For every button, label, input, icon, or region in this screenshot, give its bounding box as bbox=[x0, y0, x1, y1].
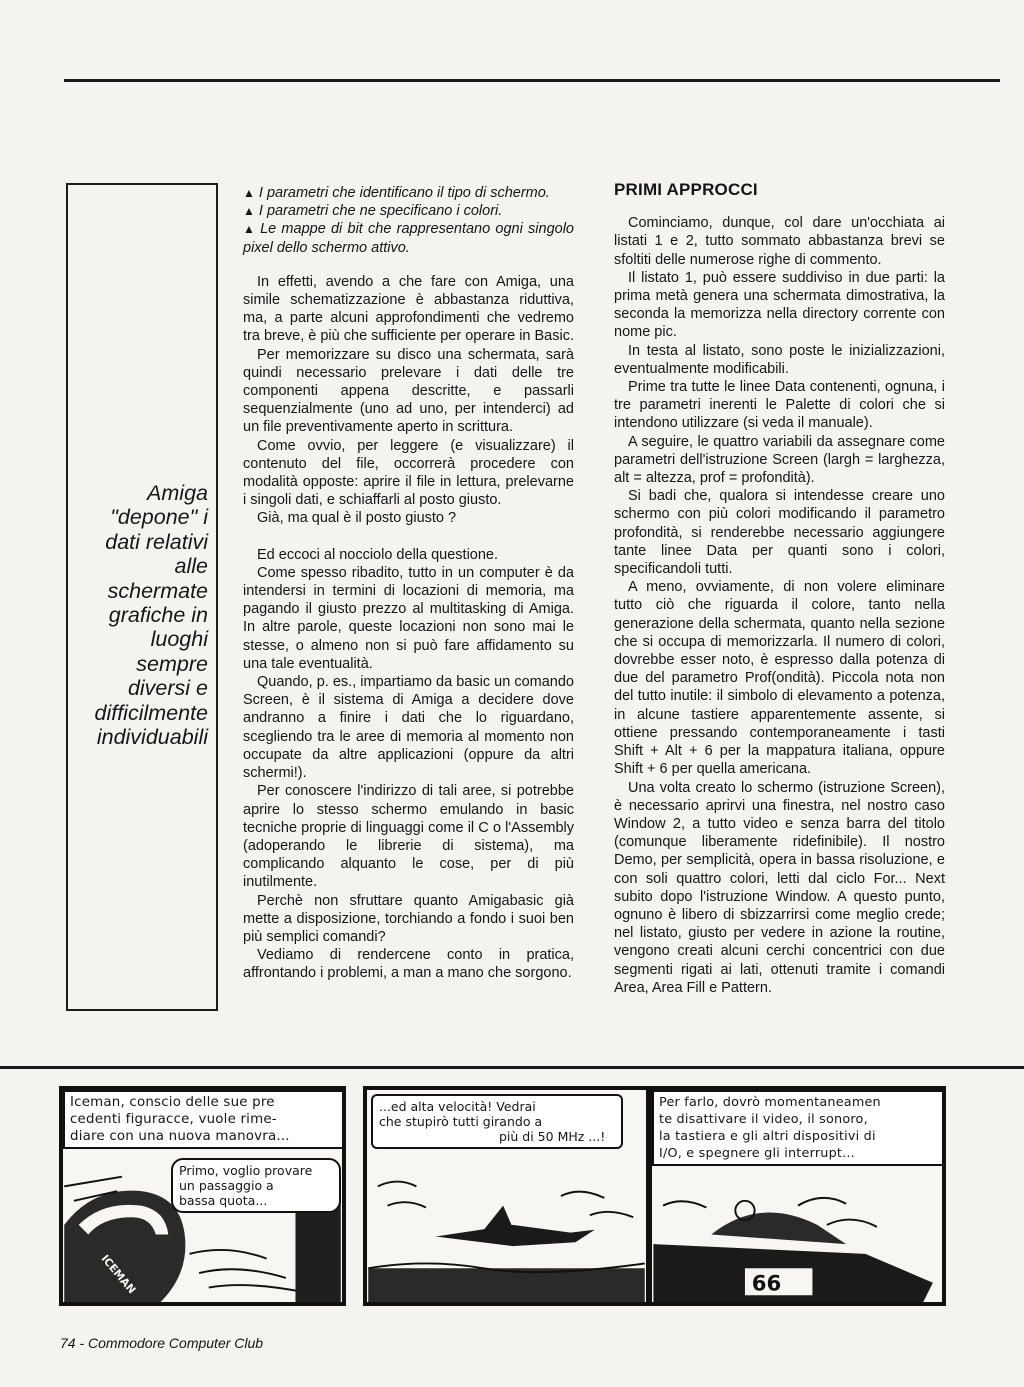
pullquote-line: diversi e bbox=[127, 676, 208, 701]
comic-caption bbox=[63, 1090, 346, 1149]
speech-balloon bbox=[171, 1158, 341, 1213]
body-paragraph: In effetti, avendo a che fare con Amiga, una simile schematizzazione è abbastanza riduttiva, ma, a parte alcuni approfondimenti che vedremo tra breve, è più che sufficiente per operare in Basic. bbox=[243, 273, 575, 345]
caption-line: te disattivare il video, il sonoro, bbox=[659, 1112, 868, 1127]
caption-line: cedenti figuracce, vuole rime- bbox=[70, 1112, 277, 1127]
helmet-label: ICEMAN bbox=[98, 1252, 138, 1297]
comic-panel-2 bbox=[363, 1086, 650, 1306]
pullquote-line: luoghi bbox=[150, 627, 208, 652]
comic-divider bbox=[0, 1066, 1024, 1069]
comic-panel-1 bbox=[59, 1086, 346, 1306]
pullquote-line: difficilmente bbox=[94, 700, 208, 725]
body-paragraph: Una volta creato lo schermo (istruzione Screen), è necessario aprirvi una finestra, nel nostro caso Window 2, a tutto video e senza barra del titolo (comunque liberamente ridefinibile). Il nostro Demo, per semplicità, opera in bassa risoluzione, e con soli quattro colori, letti dal ciclo For... Next subito dopo l'istruzione Window. A questo punto, ognuno è libero di sbizzarrirsi come meglio crede; nel listato, giusto per vedere in azione la routine, vengono creati alcuni cerchi concentrici con due segmenti rigati ai lati, ottenuti tramite i comandi Area, Area Fill e Pattern. bbox=[614, 779, 945, 996]
body-paragraph: Ed eccoci al nocciolo della questione. bbox=[257, 546, 499, 563]
pullquote-line: Amiga bbox=[147, 481, 208, 505]
triangle-bullet-icon: ▲ bbox=[243, 204, 255, 219]
bullet-text: I parametri che ne specificano i colori. bbox=[258, 203, 503, 220]
body-paragraph: Perchè non sfruttare quanto Amigabasic già mette a disposizione, torchiando a fondo i suoi ben più semplici comandi? bbox=[243, 892, 574, 945]
body-paragraph: Già, ma qual è il posto giusto ? bbox=[257, 510, 457, 527]
bullet-text: Le mappe di bit che rappresentano ogni singolo pixel dello schermo attivo. bbox=[243, 221, 574, 256]
caption-line: Iceman, conscio delle sue pre bbox=[70, 1095, 275, 1110]
balloon-line: un passaggio a bbox=[179, 1178, 274, 1193]
caption-line: la tastiera e gli altri dispositivi di bbox=[659, 1129, 876, 1144]
body-paragraph: Come ovvio, per leggere (e visualizzare) il contenuto del file, occorrerà procedere con modalità opposte: aprire il file in lettura, prelevarne i singoli dati, e schiaffarli al posto giusto. bbox=[243, 437, 574, 509]
body-paragraph: Prime tra tutte le linee Data contenenti, ognuna, i tre parametri inerenti le Palette di colori che si intendono utilizzare (si veda il manuale). bbox=[614, 379, 945, 432]
body-paragraph: Quando, p. es., impartiamo da basic un comando Screen, è il sistema di Amiga a decidere dove andranno a finire i dati che lo riguardano, scegliendo tra le aree di memoria al momento non occupate da altre applicazioni (oppure da altri schermi!). bbox=[243, 674, 574, 782]
comic-panel-3 bbox=[648, 1086, 946, 1306]
bullet-list bbox=[243, 184, 574, 257]
pullquote-line: sempre bbox=[136, 651, 208, 676]
body-paragraph: Per conoscere l'indirizzo di tali aree, si potrebbe aprire lo stesso schermo emulando in basic tecniche proprie di linguaggi come il C o l'Assembly (adoperando le librerie di sistema), ma complicando alquanto le cose, per di più inutilmente. bbox=[243, 783, 574, 891]
pullquote-line: individuabili bbox=[96, 725, 208, 750]
pullquote-line: alle bbox=[174, 554, 208, 579]
tail-number: 66 bbox=[751, 1270, 782, 1296]
pullquote-line: grafiche in bbox=[108, 603, 208, 628]
body-paragraph: Cominciamo, dunque, col dare un'occhiata ai listati 1 e 2, tutto sommato abbastanza brevi se sfoltiti delle numerose righe di commento. bbox=[614, 215, 945, 268]
pullquote-line: "depone" i bbox=[110, 505, 208, 530]
caption-line: diare con una nuova manovra... bbox=[70, 1129, 290, 1144]
bullet-item bbox=[243, 184, 574, 202]
speech-balloon bbox=[371, 1094, 623, 1149]
pullquote bbox=[68, 481, 208, 749]
pullquote-line: schermate bbox=[107, 578, 208, 603]
top-rule bbox=[64, 79, 1000, 82]
balloon-line: che stupirò tutti girando a bbox=[379, 1114, 543, 1129]
bullet-text: I parametri che identificano il tipo di schermo. bbox=[258, 185, 550, 201]
body-paragraph: Per memorizzare su disco una schermata, sarà quindi necessario prelevare i dati delle tre componenti appena descritte, e passarli sequenzialmente (uno ad uno, per intenderci) ad un file preventivamente aperto in scrittura. bbox=[243, 346, 574, 436]
article-column-right bbox=[614, 181, 945, 997]
bullet-item bbox=[243, 220, 574, 256]
balloon-line: bassa quota... bbox=[179, 1193, 268, 1208]
body-paragraph: A seguire, le quattro variabili da assegnare come parametri dell'istruzione Screen (largh = larghezza, alt = altezza, prof = profondità). bbox=[614, 433, 945, 487]
body-paragraph: A meno, ovviamente, di non volere eliminare tutto ciò che riguarda il colore, tanto nella generazione della schermata, quanto nella sezione che si occupa di memorizzarla. Il numero di colori, dovrebbe esser noto, è espresso dalla potenza di due del parametro Prof(ondità). Piccola nota non del tutto inutile: il simbolo di elevamento a potenza, in alcune tastiere apparentemente assente, si ottiene pressando contemporaneamente i tasti Shift + Alt + 6 per la mappatura italiana, oppure Shift + 6 per quella americana. bbox=[614, 579, 945, 778]
pullquote-box bbox=[66, 183, 218, 1011]
triangle-bullet-icon: ▲ bbox=[243, 186, 255, 200]
body-paragraph: Il listato 1, può essere suddiviso in due parti: la prima metà genera una schermata dimostrativa, la seconda la memorizza nella directory corrente con nome pic. bbox=[614, 269, 945, 341]
comic-caption bbox=[652, 1090, 946, 1166]
body-paragraph: In testa al listato, sono poste le inizializzazioni, eventualmente modificabili. bbox=[614, 342, 945, 377]
balloon-line: ...ed alta velocità! Vedrai bbox=[379, 1099, 536, 1114]
article-column-middle bbox=[243, 184, 574, 983]
pullquote-line: dati relativi bbox=[105, 529, 208, 554]
caption-line: Per farlo, dovrò momentaneamen bbox=[659, 1095, 881, 1110]
caption-line: I/O, e spegnere gli interrupt... bbox=[659, 1146, 855, 1161]
body-paragraph: Come spesso ribadito, tutto in un computer è da intendersi in termini di locazioni di memoria, ma pagando il giusto prezzo al multitasking di Amiga. In altre parole, queste locazioni non sono mai le stesse, o almeno non si può fare affidamento su una tale eventualità. bbox=[243, 564, 574, 672]
balloon-line: più di 50 MHz ...! bbox=[499, 1129, 606, 1144]
page-footer: 74 - Commodore Computer Club bbox=[60, 1335, 264, 1351]
body-paragraph: Vediamo di rendercene conto in pratica, affrontando i problemi, a man a mano che sorgono. bbox=[243, 947, 574, 982]
balloon-line: Primo, voglio provare bbox=[179, 1163, 313, 1178]
bullet-item bbox=[243, 202, 574, 220]
triangle-bullet-icon: ▲ bbox=[243, 222, 257, 237]
body-paragraph: Si badi che, qualora si intendesse creare uno schermo con più colori modificando il parametro profondità, si renderebbe necessario aggiungere tante linee Data per quanti sono i colori, specificandoli tutti. bbox=[614, 488, 945, 578]
section-title: PRIMI APPROCCI bbox=[614, 180, 758, 199]
